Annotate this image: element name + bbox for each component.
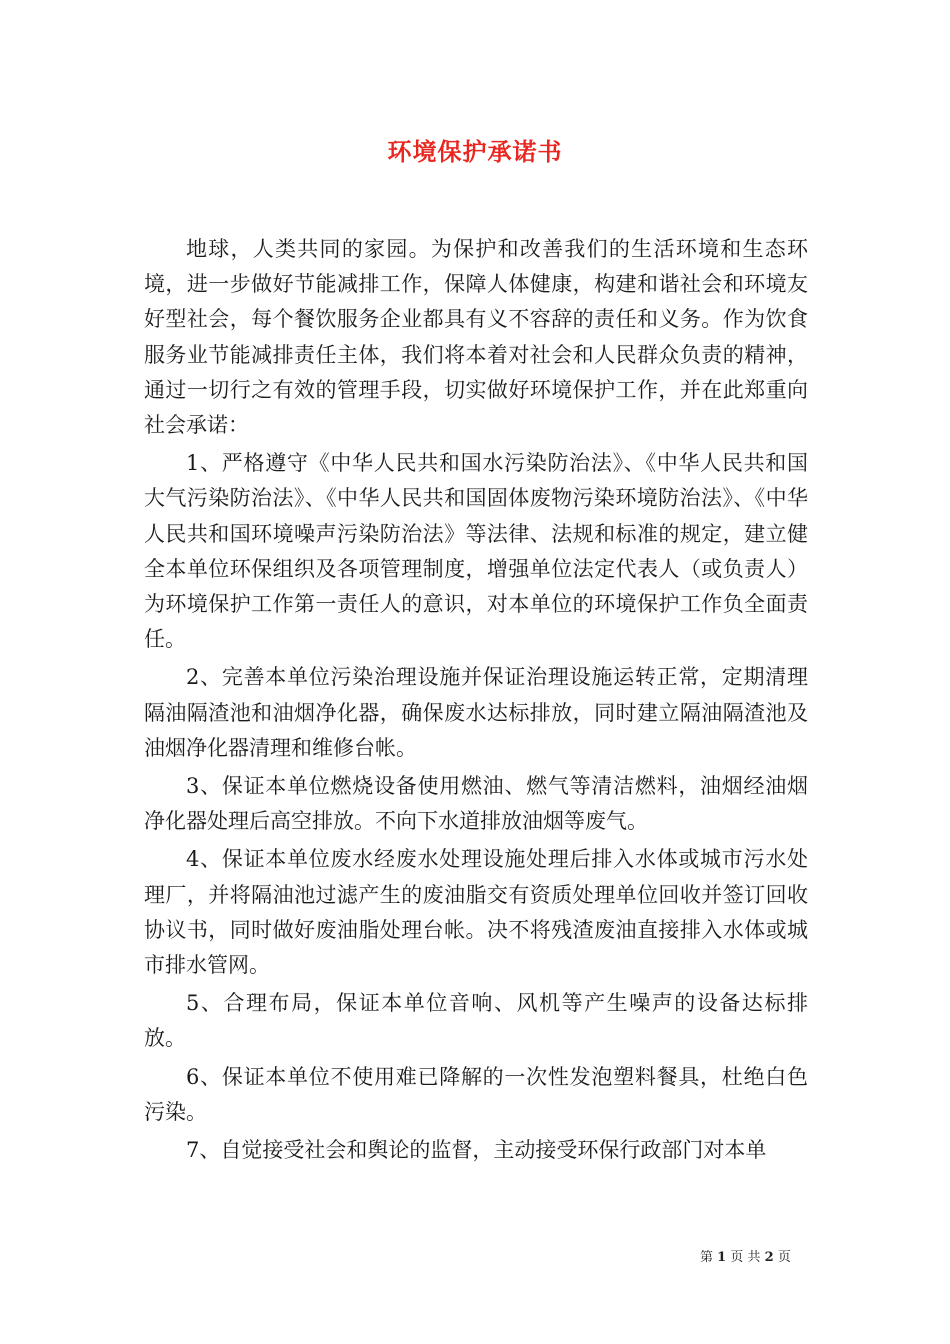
commitment-item-5: 5、合理布局，保证本单位音响、风机等产生噪声的设备达标排放。	[144, 991, 808, 1051]
commitment-item-6: 6、保证本单位不使用难已降解的一次性发泡塑料餐具，杜绝白色污染。	[144, 1064, 808, 1124]
total-pages-number: 2	[764, 1250, 774, 1265]
intro-paragraph: 地球，人类共同的家园。为保护和改善我们的生活环境和生态环境，进一步做好节能减排工作，保障人体健康，构建和谐社会和环境友好型社会，每个餐饮服务企业都具有义不容辞的责任和义务。作为饮食服务业节能减排责任主体，我们将本着对社会和人民群众负责的精神，通过一切行之有效的管理手段，切实做好环境保护工作，并在此郑重向社会承诺：	[144, 237, 808, 438]
commitment-item-1: 1、严格遵守《中华人民共和国水污染防治法》、《中华人民共和国大气污染防治法》、《中华人民共和国固体废物污染环境防治法》、《中华人民共和国环境噪声污染防治法》等法律、法规和标准的规定，建立健全本单位环保组织及各项管理制度，增强单位法定代表人（或负责人）为环境保护工作第一责任人的意识，对本单位的环境保护工作负全面责任。	[144, 451, 808, 652]
footer-middle: 页 共	[730, 1250, 761, 1265]
page-footer	[700, 1246, 820, 1265]
commitment-item-3: 3、保证本单位燃烧设备使用燃油、燃气等清洁燃料，油烟经油烟净化器处理后高空排放。不向下水道排放油烟等废气。	[144, 774, 808, 834]
footer-prefix: 第	[700, 1250, 714, 1265]
document-title: 环境保护承诺书	[387, 137, 563, 166]
commitment-item-4: 4、保证本单位废水经废水处理设施处理后排入水体或城市污水处理厂，并将隔油池过滤产生的废油脂交有资质处理单位回收并签订回收协议书，同时做好废油脂处理台帐。决不将残渣废油直接排入水体或城市排水管网。	[144, 847, 808, 978]
commitment-item-7: 7、自觉接受社会和舆论的监督，主动接受环保行政部门对本单	[186, 1138, 767, 1163]
commitment-item-2: 2、完善本单位污染治理设施并保证治理设施运转正常，定期清理隔油隔渣池和油烟净化器，确保废水达标排放，同时建立隔油隔渣池及油烟净化器清理和维修台帐。	[144, 665, 808, 760]
document-body	[144, 232, 808, 1168]
footer-suffix: 页	[777, 1250, 791, 1265]
current-page-number: 1	[717, 1250, 727, 1265]
